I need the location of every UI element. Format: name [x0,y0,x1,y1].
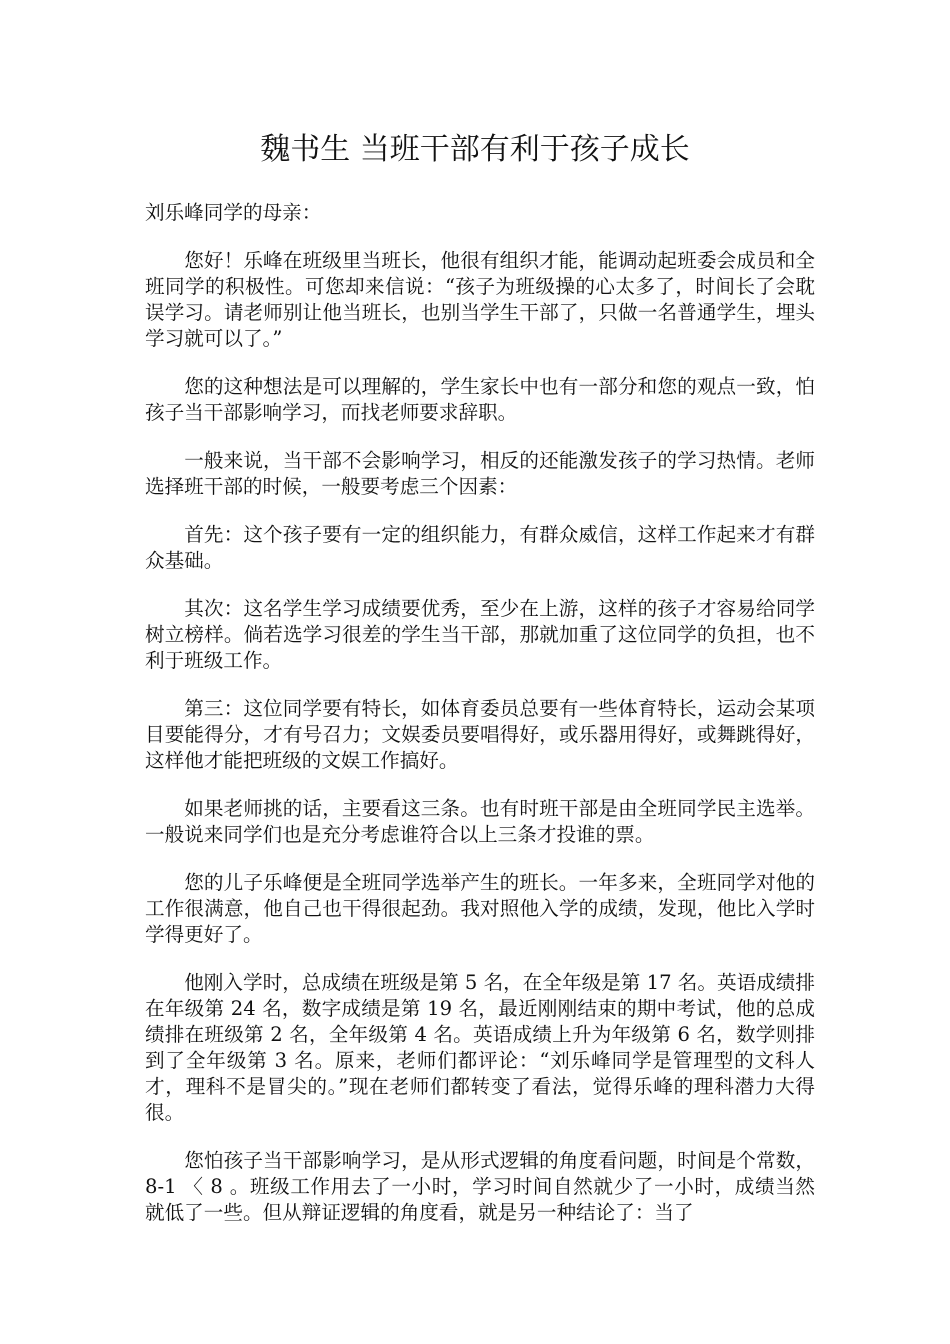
paragraph: 您的这种想法是可以理解的，学生家长中也有一部分和您的观点一致，怕孩子当干部影响学习，而找老师要求辞职。 [145,375,815,424]
salutation: 刘乐峰同学的母亲： [145,201,322,224]
paragraph: 您怕孩子当干部影响学习，是从形式逻辑的角度看问题，时间是个常数， 8-1 〈 8 。班级工作用去了一小时，学习时间自然就少了一小时，成绩当然就低了一些。但从辩证逻辑的角度看，就是另一种结论了：当了 [145,1149,815,1224]
document-title: 魏书生 当班干部有利于孩子成长 [260,132,690,167]
paragraph: 您好！乐峰在班级里当班长，他很有组织才能，能调动起班委会成员和全班同学的积极性。可您却来信说：“孩子为班级操的心太多了，时间长了会耽误学习。请老师别让他当班长，也别当学生干部了，只做一名普通学生，埋头学习就可以了。” [145,249,815,350]
paragraph: 他刚入学时，总成绩在班级是第 5 名，在全年级是第 17 名。英语成绩排在年级第 24 名，数字成绩是第 19 名，最近刚刚结束的期中考试，他的总成绩排在班级第 2 名，全年级第 4 名。英语成绩上升为年级第 6 名，数学则排到了全年级第 3 名。原来，老师们都评论：“刘乐峰同学是管理型的文科人才，理科不是冒尖的。”现在老师们都转变了看法，觉得乐峰的理科潜力大得很。 [145,971,815,1124]
paragraph: 一般来说，当干部不会影响学习，相反的还能激发孩子的学习热情。老师选择班干部的时候，一般要考虑三个因素： [145,449,815,498]
paragraph: 您的儿子乐峰便是全班同学选举产生的班长。一年多来，全班同学对他的工作很满意，他自己也干得很起劲。我对照他入学的成绩，发现，他比入学时学得更好了。 [145,871,815,946]
paragraph: 其次：这名学生学习成绩要优秀，至少在上游，这样的孩子才容易给同学树立榜样。倘若选学习很差的学生当干部，那就加重了这位同学的负担，也不利于班级工作。 [145,597,815,672]
paragraph: 第三：这位同学要有特长，如体育委员总要有一些体育特长，运动会某项目要能得分，才有号召力；文娱委员要唱得好，或乐器用得好，或舞跳得好，这样他才能把班级的文娱工作搞好。 [145,697,815,772]
document-body [145,200,815,1248]
paragraph: 首先：这个孩子要有一定的组织能力，有群众威信，这样工作起来才有群众基础。 [145,523,815,572]
paragraph: 如果老师挑的话，主要看这三条。也有时班干部是由全班同学民主选举。一般说来同学们也是充分考虑谁符合以上三条才投谁的票。 [145,797,815,846]
